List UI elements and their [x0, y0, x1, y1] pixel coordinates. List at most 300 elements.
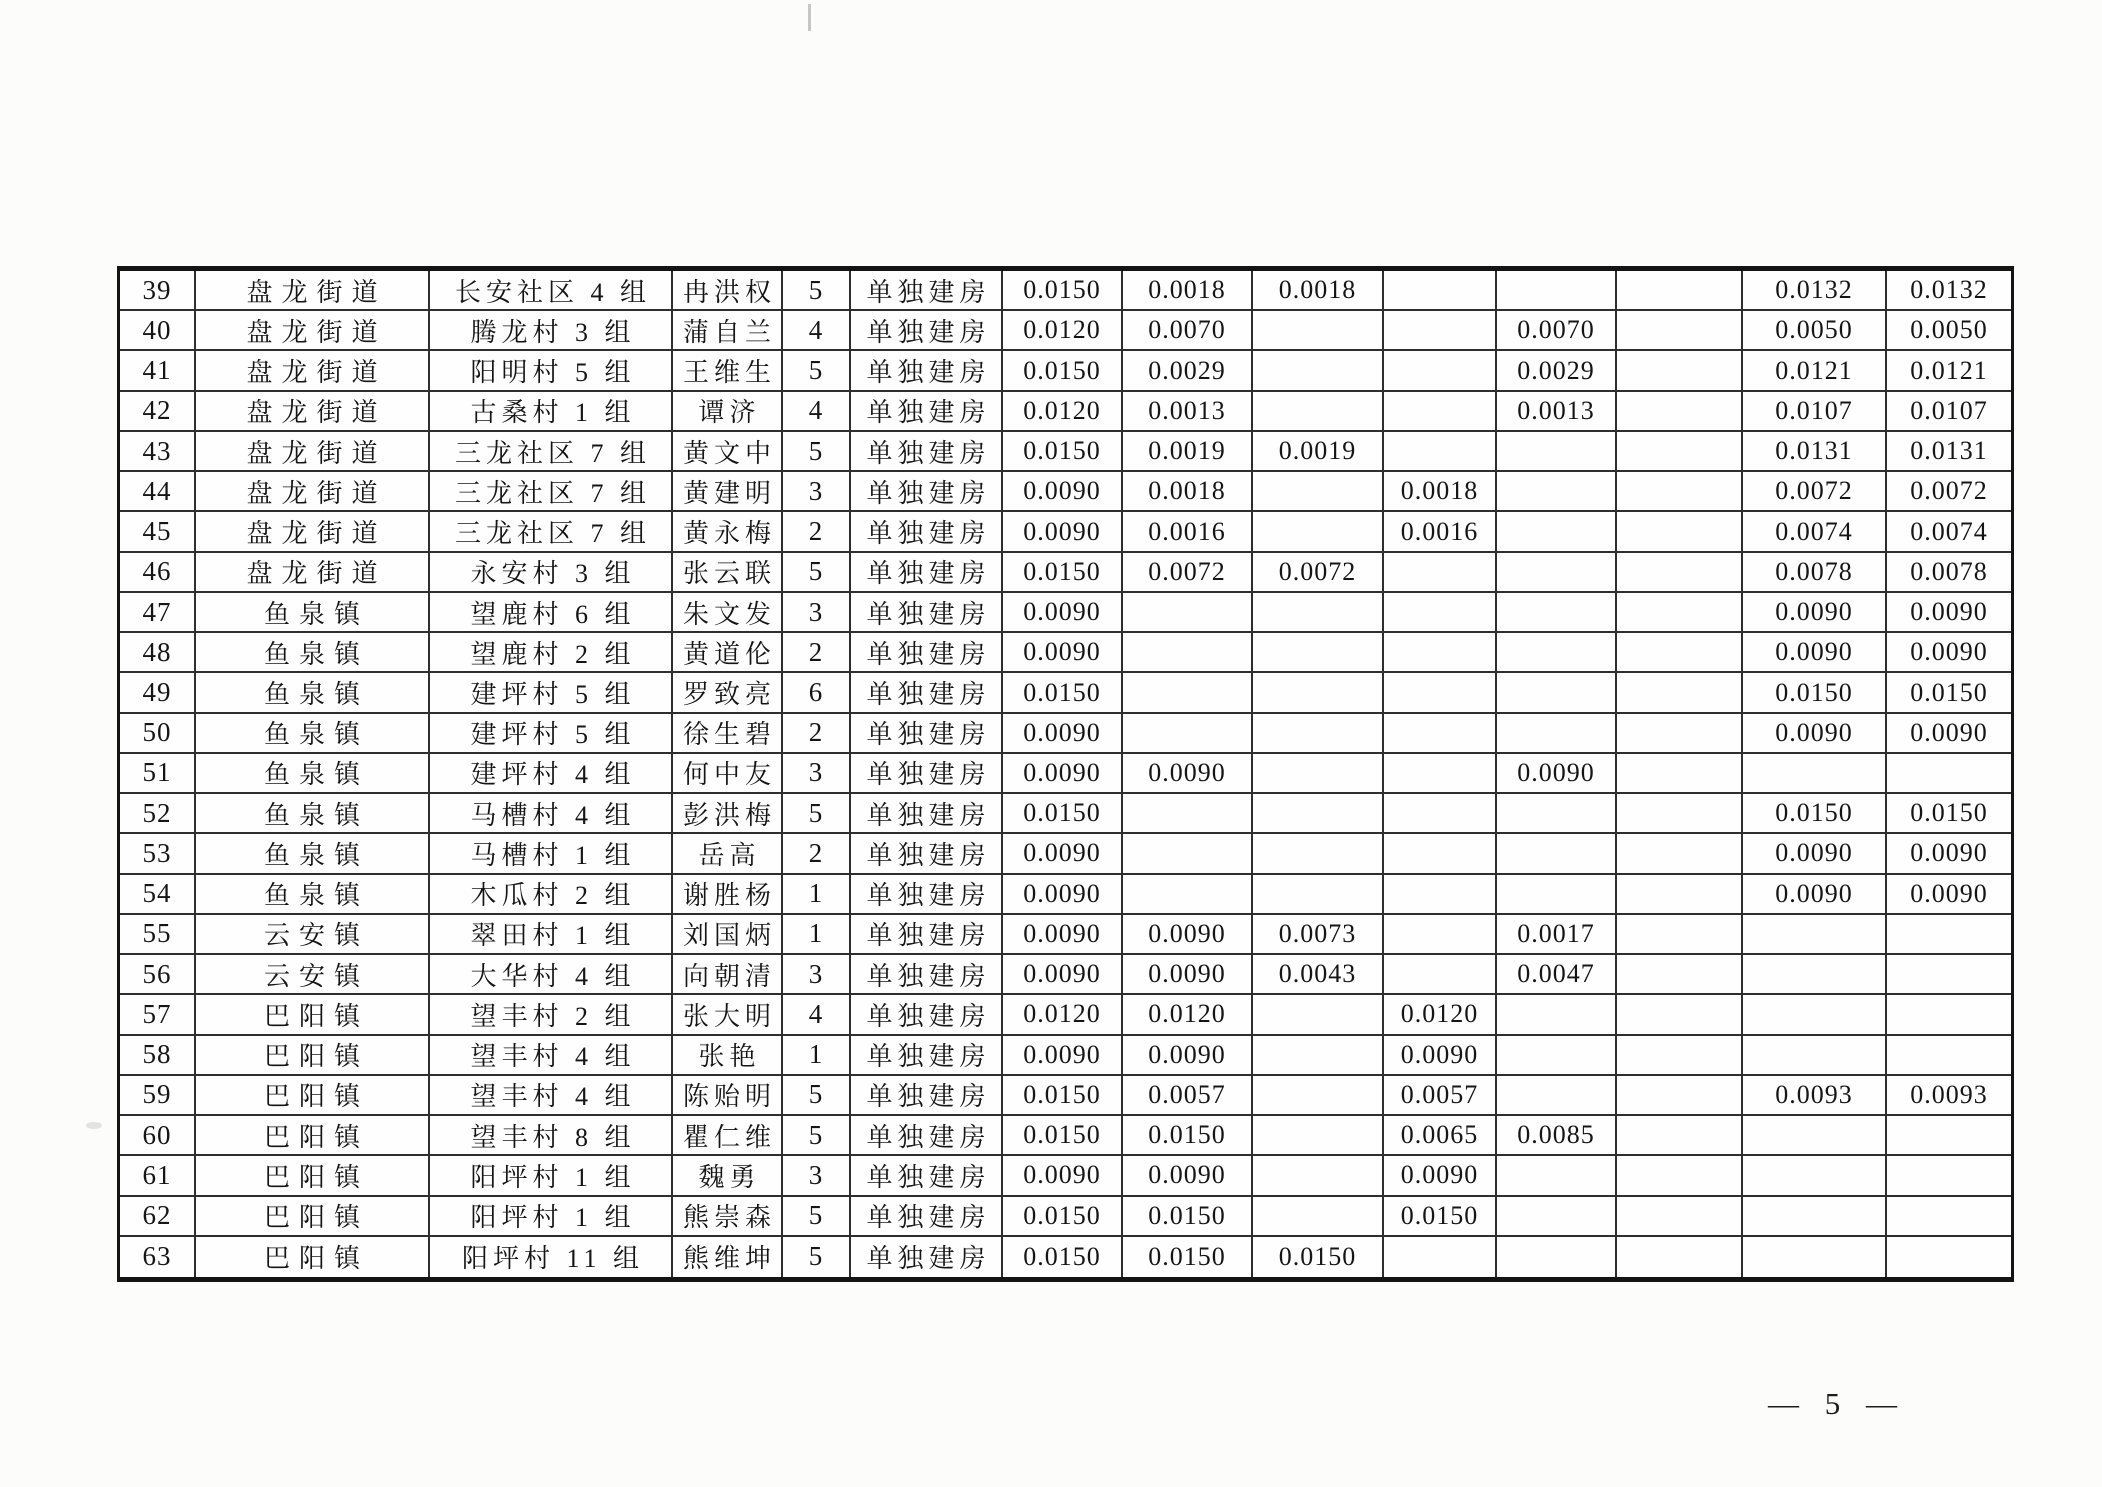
- cell-amount-3: 0.0018: [1253, 271, 1384, 311]
- cell-amount-6: [1617, 1076, 1743, 1116]
- cell-amount-3: [1253, 995, 1384, 1035]
- cell-index: 40: [120, 311, 196, 351]
- cell-amount-1: 0.0090: [1003, 593, 1123, 633]
- cell-amount-4: [1384, 311, 1497, 351]
- cell-index: 61: [120, 1156, 196, 1196]
- cell-amount-4: [1384, 834, 1497, 874]
- cell-count: 3: [783, 1156, 851, 1196]
- cell-amount-7: 0.0150: [1743, 673, 1887, 713]
- cell-build-type: 单独建房: [851, 311, 1003, 351]
- cell-amount-6: [1617, 1197, 1743, 1237]
- cell-amount-7: 0.0090: [1743, 834, 1887, 874]
- cell-amount-2: [1123, 714, 1253, 754]
- cell-count: 4: [783, 392, 851, 432]
- cell-amount-6: [1617, 1036, 1743, 1076]
- cell-count: 4: [783, 311, 851, 351]
- cell-amount-1: 0.0120: [1003, 392, 1123, 432]
- cell-amount-1: 0.0150: [1003, 1116, 1123, 1156]
- cell-town: 盘龙街道: [196, 432, 430, 472]
- cell-build-type: 单独建房: [851, 633, 1003, 673]
- cell-amount-2: 0.0150: [1123, 1197, 1253, 1237]
- cell-amount-5: [1497, 794, 1617, 834]
- cell-amount-5: 0.0085: [1497, 1116, 1617, 1156]
- cell-town: 鱼泉镇: [196, 754, 430, 794]
- cell-town: 鱼泉镇: [196, 673, 430, 713]
- cell-village: 腾龙村 3 组: [430, 311, 673, 351]
- cell-index: 52: [120, 794, 196, 834]
- cell-amount-1: 0.0090: [1003, 834, 1123, 874]
- cell-amount-1: 0.0150: [1003, 432, 1123, 472]
- cell-town: 盘龙街道: [196, 351, 430, 391]
- cell-name: 黄永梅: [673, 512, 783, 552]
- cell-amount-4: 0.0120: [1384, 995, 1497, 1035]
- cell-amount-2: [1123, 875, 1253, 915]
- cell-count: 5: [783, 271, 851, 311]
- cell-amount-8: 0.0078: [1887, 553, 2011, 593]
- cell-amount-8: 0.0090: [1887, 834, 2011, 874]
- cell-count: 3: [783, 955, 851, 995]
- cell-amount-4: 0.0090: [1384, 1156, 1497, 1196]
- cell-village: 望鹿村 6 组: [430, 593, 673, 633]
- cell-amount-7: [1743, 915, 1887, 955]
- cell-village: 望鹿村 2 组: [430, 633, 673, 673]
- cell-build-type: 单独建房: [851, 915, 1003, 955]
- cell-build-type: 单独建房: [851, 392, 1003, 432]
- cell-amount-1: 0.0150: [1003, 1197, 1123, 1237]
- cell-amount-8: 0.0150: [1887, 673, 2011, 713]
- cell-amount-5: [1497, 834, 1617, 874]
- cell-amount-1: 0.0090: [1003, 1036, 1123, 1076]
- cell-name: 徐生碧: [673, 714, 783, 754]
- cell-amount-3: [1253, 875, 1384, 915]
- cell-amount-7: [1743, 1156, 1887, 1196]
- cell-amount-5: [1497, 714, 1617, 754]
- cell-count: 2: [783, 834, 851, 874]
- cell-amount-6: [1617, 432, 1743, 472]
- cell-name: 谢胜杨: [673, 875, 783, 915]
- cell-amount-2: 0.0090: [1123, 915, 1253, 955]
- cell-amount-1: 0.0090: [1003, 512, 1123, 552]
- cell-index: 53: [120, 834, 196, 874]
- cell-amount-8: [1887, 1156, 2011, 1196]
- cell-town: 鱼泉镇: [196, 714, 430, 754]
- cell-amount-4: [1384, 673, 1497, 713]
- cell-build-type: 单独建房: [851, 1156, 1003, 1196]
- cell-amount-6: [1617, 1116, 1743, 1156]
- cell-town: 云安镇: [196, 955, 430, 995]
- cell-amount-7: 0.0132: [1743, 271, 1887, 311]
- cell-amount-2: 0.0090: [1123, 955, 1253, 995]
- cell-amount-8: 0.0107: [1887, 392, 2011, 432]
- cell-amount-3: 0.0019: [1253, 432, 1384, 472]
- cell-amount-2: 0.0150: [1123, 1116, 1253, 1156]
- cell-amount-7: 0.0107: [1743, 392, 1887, 432]
- cell-amount-5: [1497, 1197, 1617, 1237]
- cell-amount-3: 0.0073: [1253, 915, 1384, 955]
- cell-village: 望丰村 8 组: [430, 1116, 673, 1156]
- cell-amount-7: 0.0050: [1743, 311, 1887, 351]
- cell-amount-7: [1743, 955, 1887, 995]
- cell-amount-8: 0.0132: [1887, 271, 2011, 311]
- cell-amount-3: [1253, 754, 1384, 794]
- cell-amount-4: [1384, 351, 1497, 391]
- cell-amount-4: 0.0016: [1384, 512, 1497, 552]
- cell-build-type: 单独建房: [851, 593, 1003, 633]
- cell-count: 2: [783, 512, 851, 552]
- cell-amount-4: 0.0057: [1384, 1076, 1497, 1116]
- cell-index: 62: [120, 1197, 196, 1237]
- cell-build-type: 单独建房: [851, 1116, 1003, 1156]
- cell-name: 黄文中: [673, 432, 783, 472]
- cell-build-type: 单独建房: [851, 834, 1003, 874]
- cell-amount-6: [1617, 1156, 1743, 1196]
- cell-town: 巴阳镇: [196, 1197, 430, 1237]
- cell-index: 44: [120, 472, 196, 512]
- cell-count: 1: [783, 915, 851, 955]
- page-number: — 5 —: [1768, 1386, 1906, 1421]
- cell-amount-7: 0.0093: [1743, 1076, 1887, 1116]
- cell-amount-7: [1743, 1237, 1887, 1277]
- cell-build-type: 单独建房: [851, 794, 1003, 834]
- cell-count: 3: [783, 472, 851, 512]
- cell-amount-3: [1253, 794, 1384, 834]
- cell-build-type: 单独建房: [851, 1036, 1003, 1076]
- cell-amount-6: [1617, 271, 1743, 311]
- cell-amount-8: 0.0150: [1887, 794, 2011, 834]
- cell-amount-7: 0.0131: [1743, 432, 1887, 472]
- cell-amount-1: 0.0090: [1003, 754, 1123, 794]
- cell-build-type: 单独建房: [851, 553, 1003, 593]
- cell-build-type: 单独建房: [851, 995, 1003, 1035]
- cell-build-type: 单独建房: [851, 432, 1003, 472]
- cell-amount-2: 0.0070: [1123, 311, 1253, 351]
- cell-village: 马槽村 1 组: [430, 834, 673, 874]
- cell-amount-5: [1497, 995, 1617, 1035]
- cell-amount-8: 0.0072: [1887, 472, 2011, 512]
- cell-town: 盘龙街道: [196, 512, 430, 552]
- cell-amount-3: [1253, 633, 1384, 673]
- cell-amount-6: [1617, 875, 1743, 915]
- cell-village: 长安社区 4 组: [430, 271, 673, 311]
- cell-amount-4: [1384, 593, 1497, 633]
- cell-build-type: 单独建房: [851, 955, 1003, 995]
- cell-amount-1: 0.0150: [1003, 1237, 1123, 1277]
- cell-amount-1: 0.0150: [1003, 673, 1123, 713]
- cell-index: 41: [120, 351, 196, 391]
- cell-amount-8: 0.0093: [1887, 1076, 2011, 1116]
- cell-amount-6: [1617, 311, 1743, 351]
- cell-amount-7: 0.0121: [1743, 351, 1887, 391]
- cell-name: 岳高: [673, 834, 783, 874]
- cell-amount-6: [1617, 472, 1743, 512]
- cell-amount-6: [1617, 794, 1743, 834]
- cell-amount-2: 0.0090: [1123, 1156, 1253, 1196]
- cell-amount-2: 0.0057: [1123, 1076, 1253, 1116]
- cell-count: 4: [783, 995, 851, 1035]
- cell-count: 6: [783, 673, 851, 713]
- cell-town: 巴阳镇: [196, 995, 430, 1035]
- cell-amount-6: [1617, 553, 1743, 593]
- cell-village: 古桑村 1 组: [430, 392, 673, 432]
- cell-count: 2: [783, 714, 851, 754]
- cell-name: 黄建明: [673, 472, 783, 512]
- cell-index: 48: [120, 633, 196, 673]
- cell-town: 盘龙街道: [196, 311, 430, 351]
- cell-amount-6: [1617, 673, 1743, 713]
- cell-amount-6: [1617, 714, 1743, 754]
- cell-build-type: 单独建房: [851, 351, 1003, 391]
- cell-amount-4: 0.0065: [1384, 1116, 1497, 1156]
- cell-amount-4: [1384, 915, 1497, 955]
- cell-name: 向朝清: [673, 955, 783, 995]
- cell-amount-3: [1253, 834, 1384, 874]
- cell-amount-8: 0.0090: [1887, 875, 2011, 915]
- cell-amount-3: [1253, 311, 1384, 351]
- cell-name: 瞿仁维: [673, 1116, 783, 1156]
- cell-index: 49: [120, 673, 196, 713]
- cell-index: 51: [120, 754, 196, 794]
- cell-amount-6: [1617, 351, 1743, 391]
- cell-build-type: 单独建房: [851, 673, 1003, 713]
- cell-village: 建坪村 5 组: [430, 673, 673, 713]
- cell-index: 55: [120, 915, 196, 955]
- cell-amount-8: 0.0121: [1887, 351, 2011, 391]
- cell-amount-4: [1384, 875, 1497, 915]
- cell-amount-5: [1497, 1036, 1617, 1076]
- cell-amount-7: 0.0072: [1743, 472, 1887, 512]
- scan-artifact: [86, 1122, 102, 1129]
- cell-town: 鱼泉镇: [196, 633, 430, 673]
- cell-amount-4: [1384, 392, 1497, 432]
- cell-amount-4: [1384, 633, 1497, 673]
- cell-village: 三龙社区 7 组: [430, 472, 673, 512]
- cell-index: 58: [120, 1036, 196, 1076]
- cell-index: 57: [120, 995, 196, 1035]
- cell-village: 建坪村 5 组: [430, 714, 673, 754]
- cell-amount-2: 0.0072: [1123, 553, 1253, 593]
- cell-index: 59: [120, 1076, 196, 1116]
- cell-count: 5: [783, 1116, 851, 1156]
- cell-amount-5: [1497, 432, 1617, 472]
- cell-village: 大华村 4 组: [430, 955, 673, 995]
- cell-amount-4: [1384, 271, 1497, 311]
- cell-amount-6: [1617, 512, 1743, 552]
- cell-amount-2: 0.0016: [1123, 512, 1253, 552]
- cell-build-type: 单独建房: [851, 1237, 1003, 1277]
- cell-name: 蒲自兰: [673, 311, 783, 351]
- cell-amount-8: [1887, 1036, 2011, 1076]
- cell-build-type: 单独建房: [851, 754, 1003, 794]
- cell-amount-1: 0.0090: [1003, 875, 1123, 915]
- cell-amount-3: 0.0072: [1253, 553, 1384, 593]
- cell-amount-2: [1123, 633, 1253, 673]
- cell-amount-1: 0.0090: [1003, 633, 1123, 673]
- cell-amount-3: [1253, 472, 1384, 512]
- cell-amount-7: 0.0074: [1743, 512, 1887, 552]
- cell-amount-1: 0.0150: [1003, 271, 1123, 311]
- cell-name: 谭济: [673, 392, 783, 432]
- subsidy-table: [117, 266, 2014, 1282]
- cell-index: 47: [120, 593, 196, 633]
- cell-town: 云安镇: [196, 915, 430, 955]
- cell-amount-7: [1743, 1116, 1887, 1156]
- cell-amount-8: [1887, 915, 2011, 955]
- cell-amount-8: [1887, 955, 2011, 995]
- cell-index: 56: [120, 955, 196, 995]
- cell-index: 46: [120, 553, 196, 593]
- cell-build-type: 单独建房: [851, 472, 1003, 512]
- cell-amount-8: 0.0050: [1887, 311, 2011, 351]
- cell-index: 45: [120, 512, 196, 552]
- cell-amount-7: 0.0090: [1743, 593, 1887, 633]
- cell-amount-5: [1497, 593, 1617, 633]
- cell-amount-3: [1253, 1156, 1384, 1196]
- cell-name: 朱文发: [673, 593, 783, 633]
- cell-village: 木瓜村 2 组: [430, 875, 673, 915]
- cell-amount-5: [1497, 1156, 1617, 1196]
- cell-amount-1: 0.0120: [1003, 995, 1123, 1035]
- cell-amount-5: [1497, 512, 1617, 552]
- cell-index: 60: [120, 1116, 196, 1156]
- cell-amount-3: [1253, 512, 1384, 552]
- scan-artifact: [808, 4, 811, 31]
- cell-town: 盘龙街道: [196, 271, 430, 311]
- cell-name: 魏勇: [673, 1156, 783, 1196]
- cell-count: 1: [783, 1036, 851, 1076]
- cell-index: 54: [120, 875, 196, 915]
- cell-amount-4: [1384, 432, 1497, 472]
- cell-count: 1: [783, 875, 851, 915]
- cell-amount-6: [1617, 834, 1743, 874]
- cell-amount-6: [1617, 633, 1743, 673]
- cell-amount-3: [1253, 673, 1384, 713]
- cell-town: 鱼泉镇: [196, 834, 430, 874]
- cell-amount-3: [1253, 351, 1384, 391]
- cell-village: 马槽村 4 组: [430, 794, 673, 834]
- cell-village: 阳坪村 11 组: [430, 1237, 673, 1277]
- cell-amount-6: [1617, 593, 1743, 633]
- cell-amount-7: 0.0090: [1743, 633, 1887, 673]
- cell-count: 2: [783, 633, 851, 673]
- cell-count: 5: [783, 1197, 851, 1237]
- cell-amount-5: [1497, 875, 1617, 915]
- cell-amount-3: [1253, 1036, 1384, 1076]
- cell-village: 望丰村 4 组: [430, 1036, 673, 1076]
- cell-amount-5: [1497, 553, 1617, 593]
- cell-amount-3: 0.0150: [1253, 1237, 1384, 1277]
- cell-village: 阳坪村 1 组: [430, 1197, 673, 1237]
- cell-name: 罗致亮: [673, 673, 783, 713]
- cell-count: 5: [783, 1076, 851, 1116]
- cell-amount-1: 0.0150: [1003, 1076, 1123, 1116]
- cell-amount-5: 0.0090: [1497, 754, 1617, 794]
- cell-amount-5: 0.0029: [1497, 351, 1617, 391]
- cell-amount-7: [1743, 1197, 1887, 1237]
- cell-amount-2: [1123, 834, 1253, 874]
- cell-amount-4: [1384, 955, 1497, 995]
- cell-amount-8: [1887, 754, 2011, 794]
- cell-amount-2: [1123, 794, 1253, 834]
- cell-amount-4: 0.0150: [1384, 1197, 1497, 1237]
- cell-build-type: 单独建房: [851, 1076, 1003, 1116]
- cell-amount-6: [1617, 392, 1743, 432]
- cell-count: 3: [783, 593, 851, 633]
- cell-amount-1: 0.0090: [1003, 955, 1123, 995]
- cell-amount-5: 0.0070: [1497, 311, 1617, 351]
- cell-amount-7: [1743, 995, 1887, 1035]
- cell-amount-4: 0.0090: [1384, 1036, 1497, 1076]
- cell-amount-2: 0.0090: [1123, 754, 1253, 794]
- cell-name: 张大明: [673, 995, 783, 1035]
- cell-amount-8: 0.0131: [1887, 432, 2011, 472]
- cell-name: 熊维坤: [673, 1237, 783, 1277]
- cell-name: 张艳: [673, 1036, 783, 1076]
- cell-amount-3: [1253, 1197, 1384, 1237]
- cell-amount-5: [1497, 271, 1617, 311]
- cell-amount-2: 0.0120: [1123, 995, 1253, 1035]
- cell-amount-8: [1887, 1237, 2011, 1277]
- cell-amount-5: 0.0013: [1497, 392, 1617, 432]
- cell-name: 黄道伦: [673, 633, 783, 673]
- cell-amount-7: 0.0150: [1743, 794, 1887, 834]
- cell-town: 巴阳镇: [196, 1116, 430, 1156]
- cell-build-type: 单独建房: [851, 271, 1003, 311]
- cell-amount-5: [1497, 472, 1617, 512]
- cell-amount-3: [1253, 1076, 1384, 1116]
- cell-count: 5: [783, 794, 851, 834]
- cell-amount-4: [1384, 754, 1497, 794]
- cell-name: 熊崇森: [673, 1197, 783, 1237]
- cell-village: 永安村 3 组: [430, 553, 673, 593]
- cell-amount-1: 0.0150: [1003, 794, 1123, 834]
- cell-amount-4: [1384, 553, 1497, 593]
- cell-amount-2: 0.0090: [1123, 1036, 1253, 1076]
- cell-village: 阳明村 5 组: [430, 351, 673, 391]
- cell-amount-2: 0.0018: [1123, 472, 1253, 512]
- cell-village: 阳坪村 1 组: [430, 1156, 673, 1196]
- cell-index: 42: [120, 392, 196, 432]
- cell-town: 鱼泉镇: [196, 875, 430, 915]
- cell-amount-6: [1617, 1237, 1743, 1277]
- cell-count: 5: [783, 1237, 851, 1277]
- cell-amount-1: 0.0090: [1003, 472, 1123, 512]
- cell-town: 盘龙街道: [196, 553, 430, 593]
- cell-village: 建坪村 4 组: [430, 754, 673, 794]
- cell-amount-2: [1123, 593, 1253, 633]
- cell-village: 望丰村 4 组: [430, 1076, 673, 1116]
- cell-name: 冉洪权: [673, 271, 783, 311]
- cell-amount-2: 0.0029: [1123, 351, 1253, 391]
- cell-amount-1: 0.0090: [1003, 714, 1123, 754]
- cell-amount-2: [1123, 673, 1253, 713]
- cell-index: 50: [120, 714, 196, 754]
- cell-build-type: 单独建房: [851, 714, 1003, 754]
- cell-amount-5: [1497, 1237, 1617, 1277]
- cell-name: 彭洪梅: [673, 794, 783, 834]
- cell-amount-7: 0.0090: [1743, 714, 1887, 754]
- cell-index: 39: [120, 271, 196, 311]
- cell-amount-6: [1617, 955, 1743, 995]
- cell-amount-3: [1253, 593, 1384, 633]
- cell-amount-2: 0.0019: [1123, 432, 1253, 472]
- cell-amount-8: 0.0074: [1887, 512, 2011, 552]
- cell-count: 5: [783, 351, 851, 391]
- cell-amount-5: [1497, 633, 1617, 673]
- cell-amount-6: [1617, 995, 1743, 1035]
- cell-amount-1: 0.0090: [1003, 915, 1123, 955]
- cell-amount-8: 0.0090: [1887, 714, 2011, 754]
- cell-amount-8: 0.0090: [1887, 633, 2011, 673]
